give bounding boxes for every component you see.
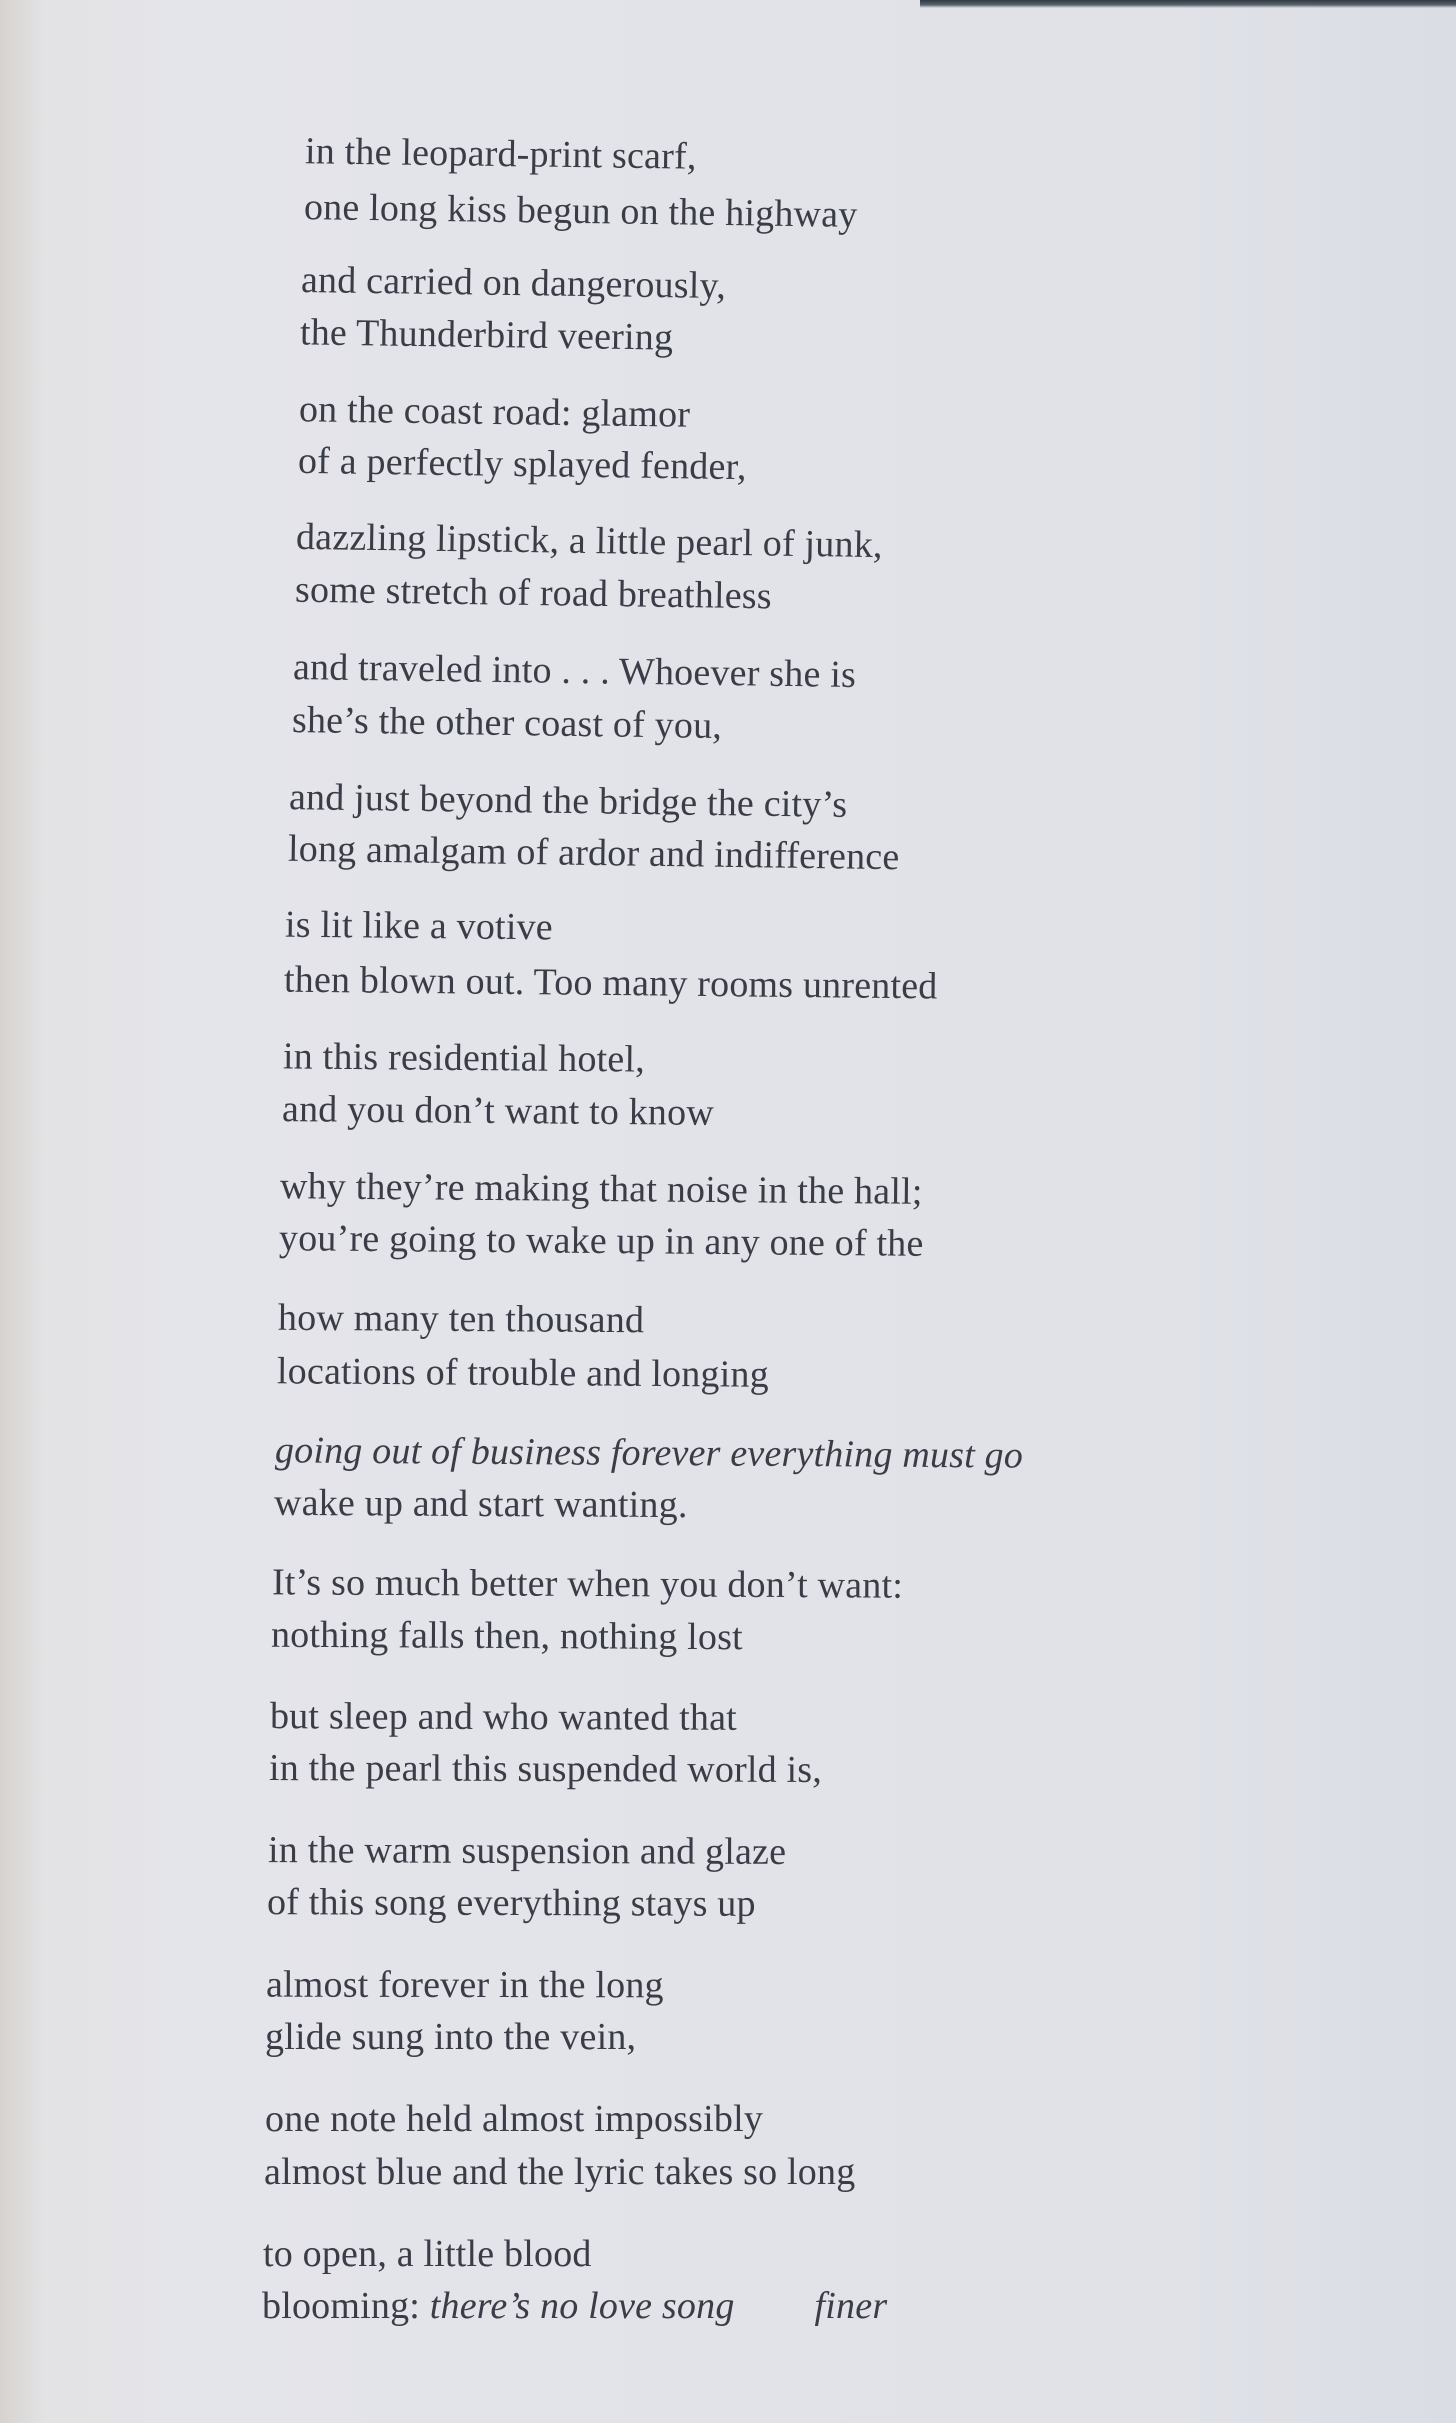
poem-line: she’s the other coast of you, bbox=[291, 698, 723, 748]
poem-line: of this song everything stays up bbox=[266, 1881, 756, 1925]
poem-line: dazzling lipstick, a little pearl of junk, bbox=[295, 515, 883, 567]
poem-line: in the pearl this suspended world is, bbox=[268, 1747, 823, 1791]
poem-line: and you don’t want to know bbox=[281, 1088, 715, 1134]
poem-line: almost forever in the long bbox=[265, 1963, 664, 2007]
last-line-italic-a: there’s no love song bbox=[429, 2285, 735, 2327]
poem-line: and carried on dangerously, bbox=[300, 259, 727, 307]
poem-line: one note held almost impossibly bbox=[265, 2098, 764, 2140]
poem-line: is lit like a votive bbox=[284, 903, 554, 949]
poem-line: but sleep and who wanted that bbox=[269, 1695, 738, 1739]
poem-line: some stretch of road breathless bbox=[294, 568, 773, 618]
poem-line: and traveled into . . . Whoever she is bbox=[292, 646, 857, 696]
poem-line: It’s so much better when you don’t want: bbox=[271, 1561, 904, 1607]
poem-line: why they’re making that noise in the hall; bbox=[279, 1165, 923, 1213]
poem-line: on the coast road: glamor bbox=[298, 388, 691, 436]
poem-line: you’re going to wake up in any one of the bbox=[278, 1217, 924, 1265]
poem-line: how many ten thousand bbox=[277, 1296, 645, 1342]
poem-line: in this residential hotel, bbox=[282, 1035, 646, 1081]
poem-line: almost blue and the lyric takes so long bbox=[264, 2151, 856, 2193]
poem-line: of a perfectly splayed fender, bbox=[297, 439, 747, 489]
poem-last-line bbox=[262, 2283, 887, 2329]
last-line-prefix: blooming: bbox=[262, 2285, 430, 2327]
poem-line: glide sung into the vein, bbox=[265, 2016, 637, 2058]
poem-line: one long kiss begun on the highway bbox=[303, 186, 858, 236]
poem-line: in the warm suspension and glaze bbox=[267, 1829, 787, 1873]
poem-line: nothing falls then, nothing lost bbox=[270, 1613, 743, 1659]
poem-line: in the leopard-print scarf, bbox=[304, 130, 697, 178]
poem-line: the Thunderbird veering bbox=[299, 311, 674, 359]
poem-line: to open, a little blood bbox=[263, 2233, 592, 2275]
poem-line: long amalgam of ardor and indifference bbox=[287, 827, 900, 879]
poem-line: wake up and start wanting. bbox=[273, 1481, 688, 1527]
poem-line: then blown out. Too many rooms unrented bbox=[283, 958, 938, 1008]
poem-line: and just beyond the bridge the city’s bbox=[288, 776, 848, 826]
last-line-italic-b: finer bbox=[814, 2285, 888, 2327]
poem-line-italic: going out of business forever everything must go bbox=[274, 1429, 1024, 1477]
poem-line: locations of trouble and longing bbox=[276, 1350, 770, 1396]
